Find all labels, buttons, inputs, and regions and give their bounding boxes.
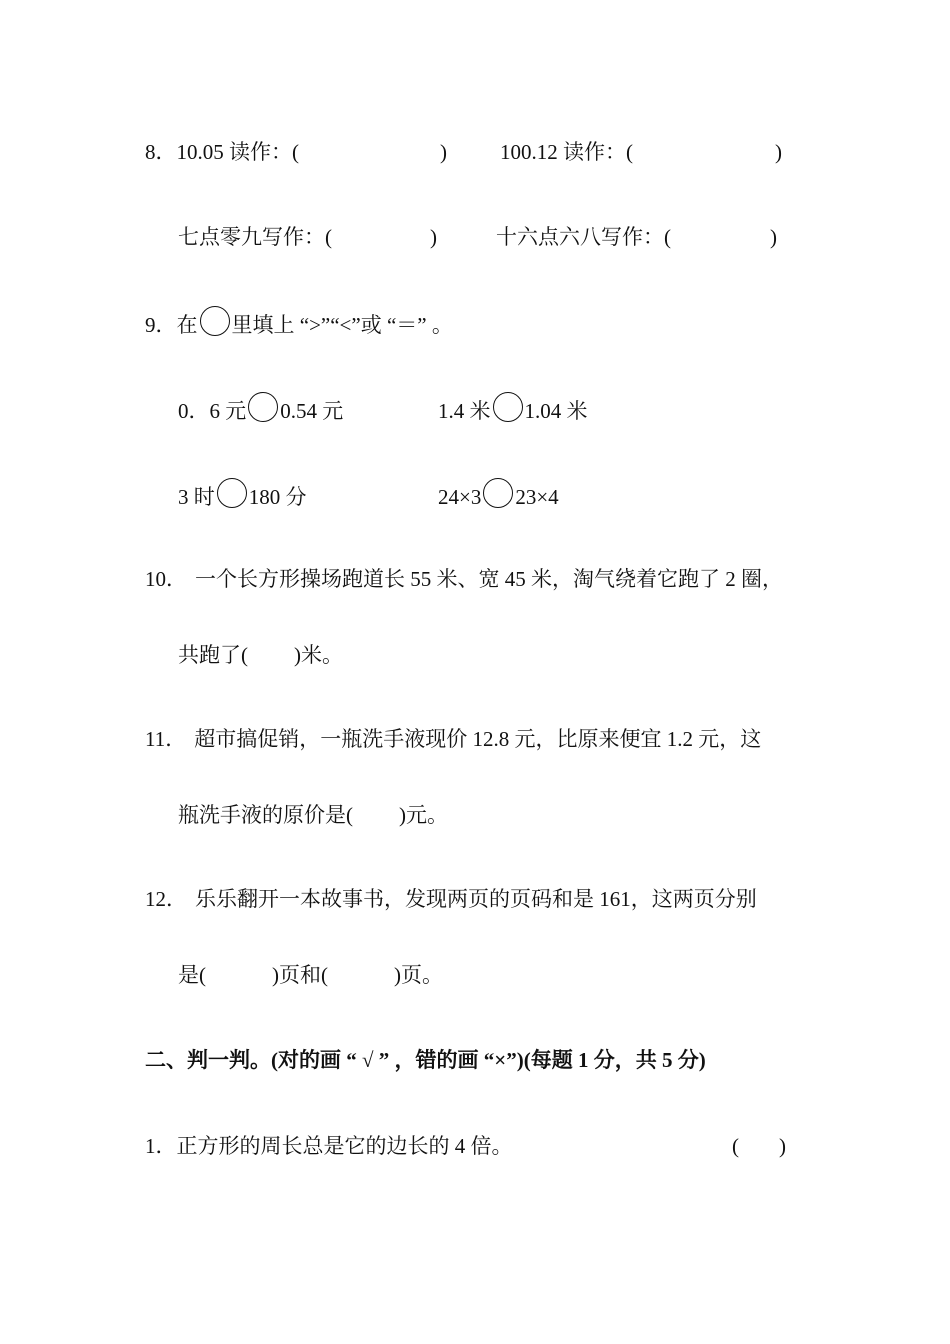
q11-answer-open: 瓶洗手液的原价是( <box>178 803 353 827</box>
q9-suffix: 里填上 “>”“<”或 “＝” 。 <box>231 313 453 337</box>
q12-text: 乐乐翻开一本故事书，发现两页的页码和是 161，这两页分别 <box>195 887 757 911</box>
q9-compare-3 <box>178 478 307 512</box>
circle-icon <box>200 306 230 336</box>
q8-b-text: 100.12 读作：( <box>500 140 633 164</box>
judge-1-paren-close: ) <box>779 1134 786 1158</box>
q12-answer-open: 是( <box>178 963 206 987</box>
q10-answer-close: )米。 <box>294 643 343 667</box>
q10-number: 10． <box>145 567 187 591</box>
q8-b-answer-close: ) <box>775 140 782 164</box>
q11-line-2 <box>178 800 448 830</box>
q12-number: 12． <box>145 887 187 911</box>
compare-circle-input[interactable] <box>248 392 278 422</box>
section-2-title: 二、判一判。(对的画 “ √ ” ，错的画 “×”)(每题 1 分，共 5 分) <box>145 1048 706 1072</box>
q9-compare-2 <box>438 392 588 426</box>
q8-d-text: 十六点六八写作：( <box>496 225 671 249</box>
q9-number: 9． <box>145 313 177 337</box>
q8-line-1 <box>145 137 299 167</box>
q12-answer-close: )页。 <box>394 963 443 987</box>
q9-compare-right: 0.54 元 <box>280 399 344 423</box>
compare-circle-input[interactable] <box>493 392 523 422</box>
q8-a-answer-close: ) <box>440 140 447 164</box>
q9-prefix: 在 <box>176 313 198 337</box>
q8-c-answer-close: ) <box>430 225 437 249</box>
q11-line-1 <box>145 724 761 754</box>
q9-compare-left: 0．6 元 <box>178 399 247 423</box>
judge-1-statement <box>145 1131 513 1161</box>
judge-1-number: 1． <box>145 1134 177 1158</box>
q12-line-2 <box>178 960 443 990</box>
q9-compare-left: 24×3 <box>438 485 482 509</box>
q10-line-1 <box>145 564 783 594</box>
q12-answer-mid: )页和( <box>272 963 328 987</box>
q11-text: 超市搞促销，一瓶洗手液现价 12.8 元，比原来便宜 1.2 元，这 <box>194 727 762 751</box>
q12-line-1 <box>145 884 757 914</box>
q9-compare-right: 23×4 <box>515 485 559 509</box>
q9-compare-left: 1.4 米 <box>438 399 491 423</box>
compare-circle-input[interactable] <box>217 478 247 508</box>
judge-1-answer-paren[interactable] <box>732 1131 786 1161</box>
q10-answer-open: 共跑了( <box>178 643 248 667</box>
q9-instruction <box>145 306 453 340</box>
q8-a-text: 10.05 读作：( <box>176 140 299 164</box>
q10-text: 一个长方形操场跑道长 55 米、宽 45 米，淘气绕着它跑了 2 圈， <box>195 567 783 591</box>
q8-number: 8． <box>145 140 177 164</box>
judge-1-text: 正方形的周长总是它的边长的 4 倍。 <box>176 1134 513 1158</box>
q8-c-text: 七点零九写作：( <box>178 225 332 249</box>
q9-compare-right: 180 分 <box>248 485 307 509</box>
q9-compare-1 <box>178 392 343 426</box>
q9-compare-right: 1.04 米 <box>524 399 588 423</box>
q9-compare-left: 3 时 <box>178 485 215 509</box>
compare-circle-input[interactable] <box>483 478 513 508</box>
judge-1-paren-open: ( <box>732 1134 739 1158</box>
q11-number: 11． <box>145 727 187 751</box>
q11-answer-close: )元。 <box>399 803 448 827</box>
q9-compare-4 <box>438 478 559 512</box>
q8-d-answer-close: ) <box>770 225 777 249</box>
q10-line-2 <box>178 640 343 670</box>
